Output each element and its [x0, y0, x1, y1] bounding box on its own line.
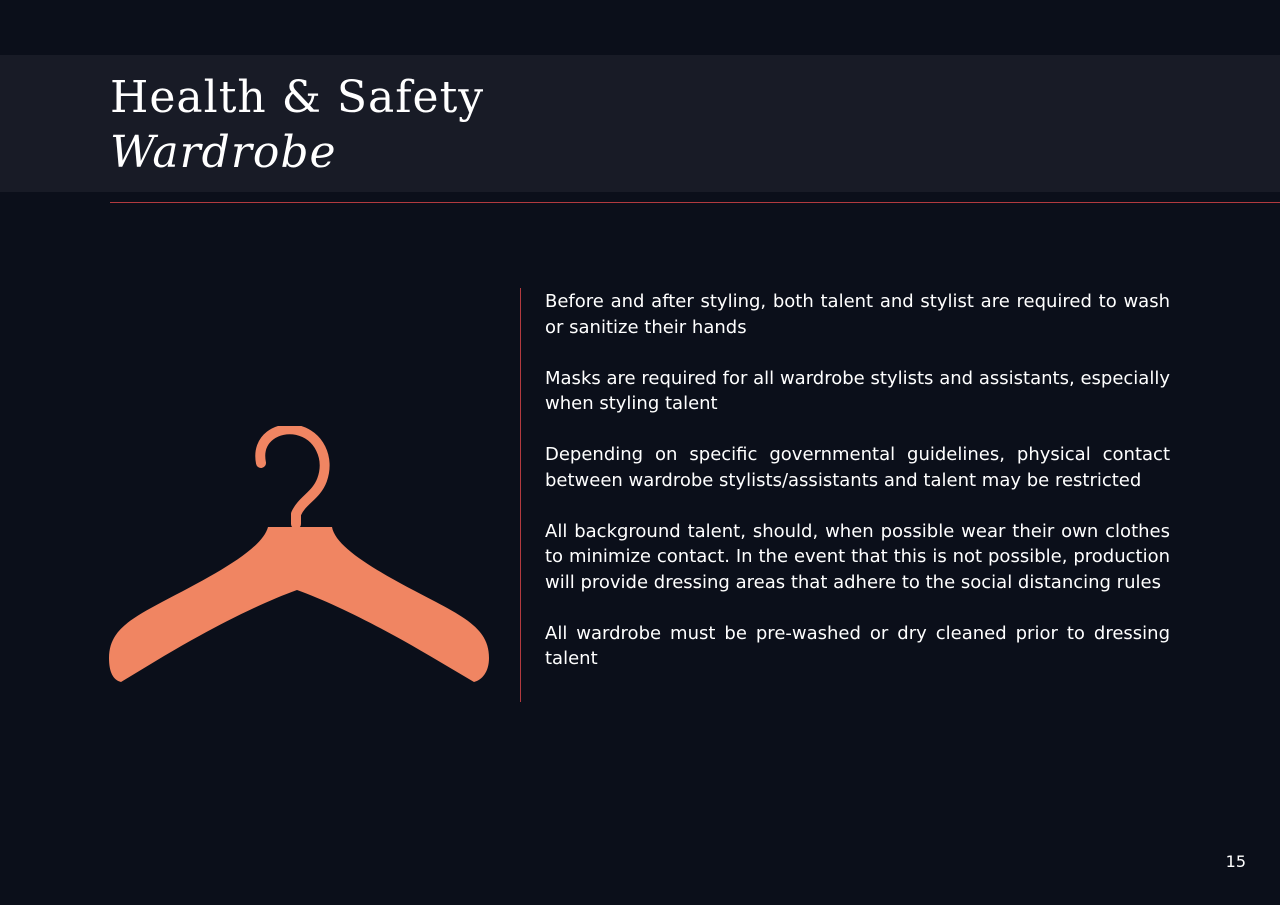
page-number: 15 [1225, 852, 1246, 871]
page-title: Health & Safety [110, 72, 485, 123]
hanger-body [109, 527, 489, 682]
guideline-paragraph: Masks are required for all wardrobe stylists and assistants, especially when styling talent [545, 367, 1170, 414]
guideline-paragraph: All wardrobe must be pre-washed or dry cleaned prior to dressing talent [545, 622, 1170, 669]
guideline-paragraph: Depending on specific governmental guidelines, physical contact between wardrobe stylists/assistants and talent may be restricted [545, 444, 1170, 491]
guidelines-text [545, 289, 1170, 672]
hanger-hook [260, 429, 324, 524]
hanger-icon [104, 426, 494, 688]
content-divider [520, 288, 521, 702]
header-divider [110, 202, 1280, 203]
guideline-paragraph: Before and after styling, both talent and stylist are required to wash or sanitize their hands [545, 291, 1170, 338]
guideline-paragraph: All background talent, should, when possible wear their own clothes to minimize contact. In the event that this is not possible, production will provide dressing areas that adhere to the social distancing rules [545, 520, 1170, 593]
page-subtitle: Wardrobe [110, 127, 337, 178]
